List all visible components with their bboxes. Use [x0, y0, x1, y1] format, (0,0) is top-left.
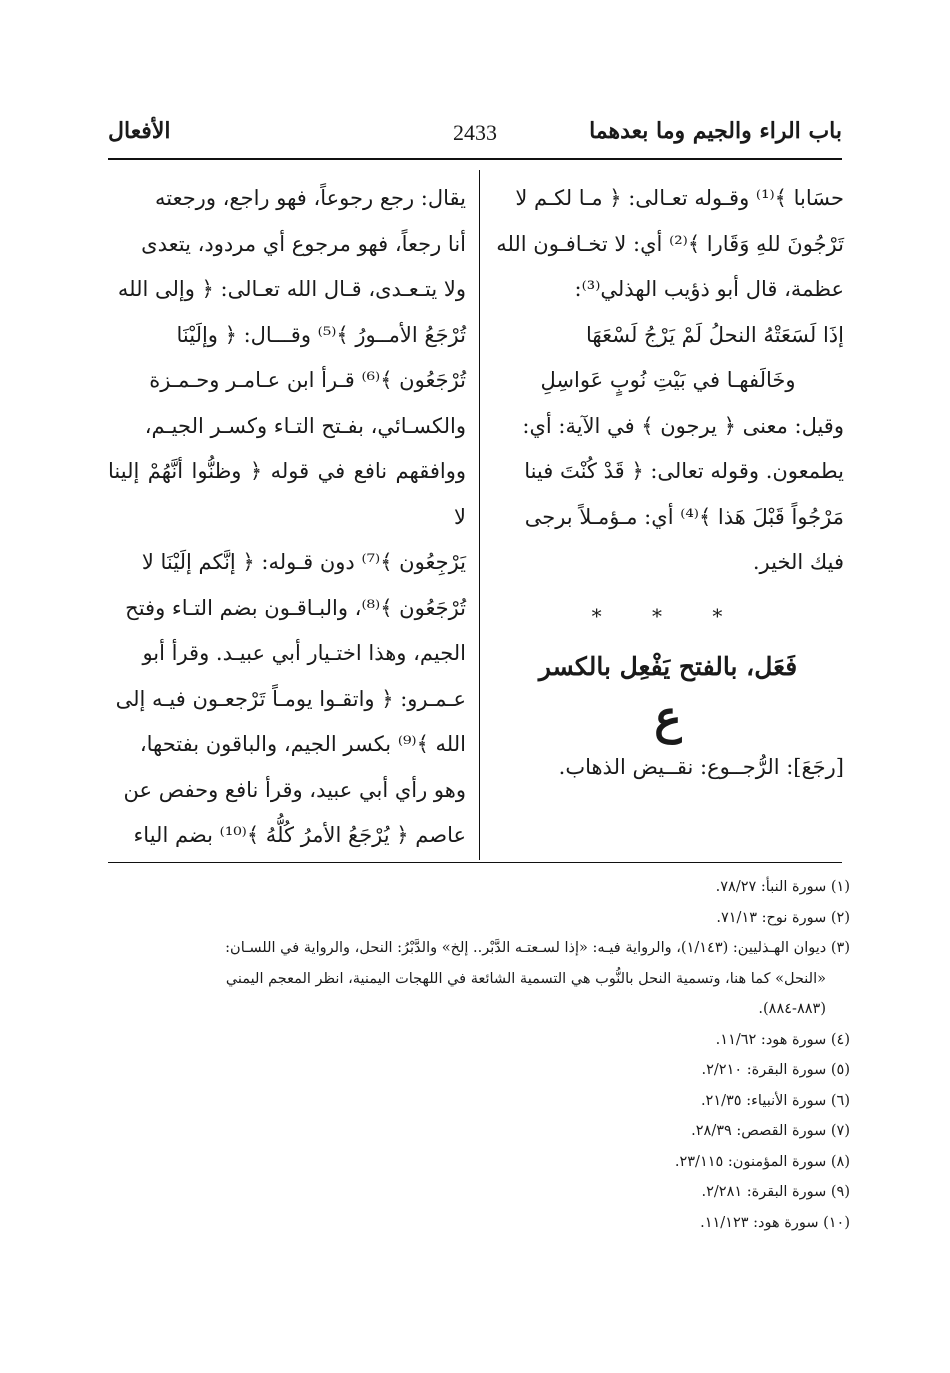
text-line: والكسـائي، بفـتح التـاء وكسـر الجيـم،: [144, 413, 466, 438]
text-line: عـمـرو: ﴿ واتقـوا يومـاً تَرْجعـون فيـه إلى: [115, 686, 466, 711]
text-line: فيك الخير.: [752, 550, 844, 574]
text-line: وهو رأي أبي عبيد، وقرأ نافع وحفص عن: [123, 777, 466, 802]
left-column: [108, 176, 466, 859]
footnote: (٧) سورة القصص: ٢٨/٣٩.: [691, 1123, 850, 1139]
text-line: تُرْجَعُون ﴾⁽⁸⁾، والبـاقـون بضم التـاء وفتح: [125, 595, 466, 620]
text-line: يطمعون. وقوله تعالى: ﴿ قَدْ كُنْتَ فينا: [524, 459, 844, 483]
text-line: تُرْجَعُون ﴾⁽⁶⁾ قـرأ ابن عـامـر وحـمـزة: [149, 368, 466, 392]
poem-verse-2: وخَالَفهـا في بَيْتِ نُوبٍ عَواسِلِ: [540, 368, 796, 392]
text-line: أنا رجعاً، فهو مرجوع أي مردود، يتعدى: [141, 231, 466, 256]
footnote: (٨) سورة المؤمنون: ٢٣/١١٥.: [674, 1153, 850, 1170]
text-line: تُرْجَعُ الأمــورُ ﴾⁽⁵⁾ وقـــال: ﴿ وإلَيْنَا: [176, 322, 466, 347]
text-line: ولا يتـعـدى، قـال الله تعـالى: ﴿ وإلى الله: [117, 277, 466, 301]
page-number: 2433: [453, 120, 497, 145]
footnote: (٣) ديوان الهـذليين: (١/١٤٣)، والرواية فيـه: «إذا لسـعتـه الدَّبْر.. إلخ» والدَّبْرُ: النحل، والرواية في اللسـان:: [225, 940, 850, 956]
column-divider: [479, 170, 480, 860]
footnote: (٤) سورة هود: ١١/٦٢.: [715, 1031, 850, 1048]
page-header: [108, 118, 842, 160]
poem-verse-1: إذَا لَسَعَتْهُ النحلُ لَمْ يَرْجُ لَسْعَهَا: [586, 322, 844, 347]
section-title: الأفعال: [108, 118, 171, 144]
footnote-continuation: «النحل» كما هنا، وتسمية النحل بالنُّوب هي التسمية الشائعة في اللهجات اليمنية، انظر المعجم اليمني: [225, 970, 826, 987]
text-line: عاصم ﴿ يُرْجَعُ الأمرُ كُلُّهُ ﴾⁽¹⁰⁾ بضم الياء: [133, 823, 466, 847]
footnote: (١٠) سورة هود: ١١/١٢٣.: [700, 1214, 850, 1231]
entry-line: [رجَعَ]: الرُّجــوع: نقــيض الذهاب.: [558, 755, 844, 779]
text-line: تَرْجُونَ للهِ وَقَارا ﴾⁽²⁾ أي: لا تخـافـون الله: [496, 231, 844, 256]
text-line: يقال: رجع رجوعاً، فهو راجع، ورجعته: [154, 186, 466, 210]
chapter-heading: فَعَل، بالفتح يَفْعِل بالكسر: [538, 652, 798, 681]
text-line: ووافقهم نافع في قوله ﴿ وظنُّوا أنَّهُمْ إلينا لا: [108, 459, 466, 529]
footnote: (٦) سورة الأنبياء: ٢١/٣٥.: [700, 1092, 850, 1109]
footnotes: [108, 872, 850, 1238]
section-separator: * * *: [591, 603, 745, 628]
footnote-rule: [108, 862, 842, 863]
text-line: الجيم، وهذا اختـيار أبي عبيـد. وقرأ أبو: [142, 641, 466, 665]
chapter-title: باب الراء والجيم وما بعدهما: [589, 118, 842, 144]
footnote-continuation: (٨٨٣-٨٨٤).: [758, 1001, 826, 1017]
right-column: [492, 176, 844, 791]
text-line: عظمة، قال أبو ذؤيب الهذلي⁽³⁾:: [574, 277, 844, 301]
text-line: يَرْجِعُون ﴾⁽⁷⁾ دون قـوله: ﴿ إنَّكم إلَيْنَا لا: [141, 550, 466, 574]
text-line: مَرْجُواً قَبْلَ هَذا ﴾⁽⁴⁾ أي: مـؤمـلاً برجى: [524, 504, 844, 529]
footnote: (٥) سورة البقرة: ٢/٢١٠.: [701, 1062, 850, 1078]
text-line: الله ﴾⁽⁹⁾ بكسر الجيم، والباقون بفتحها،: [139, 732, 466, 756]
footnote: (٩) سورة البقرة: ٢/٢٨١.: [701, 1184, 850, 1200]
chapter-letter: ع: [654, 690, 682, 744]
footnote: (١) سورة النبأ: ٧٨/٢٧.: [715, 879, 850, 895]
text-line: وقيل: معنى ﴿ يرجون ﴾ في الآية: أي:: [522, 413, 844, 438]
footnote: (٢) سورة نوح: ٧١/١٣.: [716, 909, 850, 926]
text-line: حسَابا ﴾⁽¹⁾ وقـوله تعـالى: ﴿ مـا لكـم لا: [515, 186, 844, 210]
